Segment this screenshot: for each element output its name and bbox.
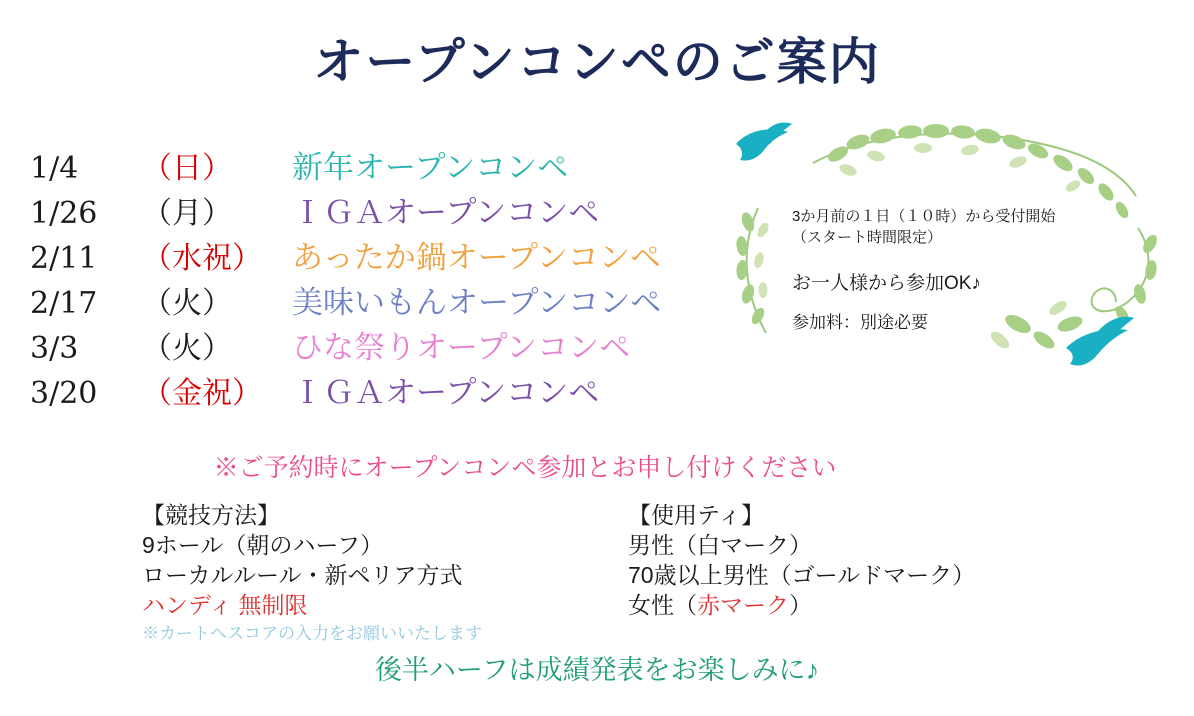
schedule-event-name: 美味いもんオープンコンペ [292, 285, 662, 321]
schedule-day: （火） [142, 286, 232, 321]
schedule-list [30, 142, 710, 412]
reservation-notice: ※ご予約時にオープンコンペ参加とお申し付けください [213, 454, 837, 482]
schedule-day: （火） [142, 331, 232, 366]
schedule-row [30, 187, 710, 232]
deco-line-1: 3か月前の１日（１０時）から受付開始 [792, 208, 1056, 225]
schedule-date: 2/11 [30, 241, 98, 276]
tee-women-prefix: 女性（ [628, 592, 697, 618]
schedule-row [30, 277, 710, 322]
schedule-day [142, 368, 292, 412]
schedule-event-name: ひな祭りオープンコンペ [292, 330, 631, 366]
schedule-event-name: ＩＧＡオープンコンペ [292, 195, 600, 231]
schedule-day [142, 143, 292, 187]
tee-usage-heading: 【使用ティ】 [628, 502, 765, 528]
schedule-date: 1/4 [30, 151, 79, 186]
tee-line-senior: 70歳以上男性（ゴールドマーク） [628, 562, 976, 588]
tee-women-suffix: ） [789, 592, 812, 618]
deco-line-4: 参加料：別途必要 [792, 313, 928, 332]
cart-score-note: ※カートへスコアの入力をお願いいたします [142, 624, 482, 643]
deco-line-2: （スタート時間限定） [792, 229, 943, 246]
schedule-event-name: あったか鍋オープンコンペ [292, 240, 661, 276]
decoration-panel [718, 118, 1170, 388]
schedule-day-text: （金祝） [142, 376, 262, 411]
schedule-date: 3/3 [30, 331, 79, 366]
competition-method-block [142, 500, 482, 648]
tee-line-women [628, 590, 975, 620]
competition-method-line: ローカルルール・新ペリア方式 [142, 562, 463, 588]
schedule-row [30, 322, 710, 367]
schedule-event-name: ＩＧＡオープンコンペ [292, 375, 600, 411]
schedule-date: 1/26 [30, 196, 98, 231]
competition-method-line: 9ホール（朝のハーフ） [142, 532, 384, 558]
schedule-row [30, 367, 710, 412]
footer-message: 後半ハーフは成績発表をお楽しみに♪ [374, 655, 820, 685]
schedule-event-name: 新年オープンコンペ [292, 150, 569, 186]
schedule-row [30, 142, 710, 187]
schedule-date: 2/17 [30, 286, 98, 321]
tee-usage-block [628, 500, 975, 620]
schedule-row [30, 232, 710, 277]
tee-line-men: 男性（白マーク） [628, 532, 812, 558]
page-title: オープンコンペのご案内 [313, 32, 881, 91]
schedule-day [142, 233, 292, 277]
botanical-decoration-svg [718, 118, 1170, 388]
deco-line-3: お一人様から参加OK♪ [792, 273, 981, 294]
schedule-day-text: （水祝） [142, 241, 262, 276]
schedule-date: 3/20 [30, 376, 98, 411]
schedule-day-text: （日） [142, 151, 232, 186]
handicap-line: ハンディ 無制限 [142, 592, 308, 618]
schedule-day: （月） [142, 196, 232, 231]
competition-method-heading: 【競技方法】 [142, 502, 280, 528]
tee-women-red-mark: 赤マーク [697, 592, 789, 618]
bird-icon [736, 123, 792, 161]
